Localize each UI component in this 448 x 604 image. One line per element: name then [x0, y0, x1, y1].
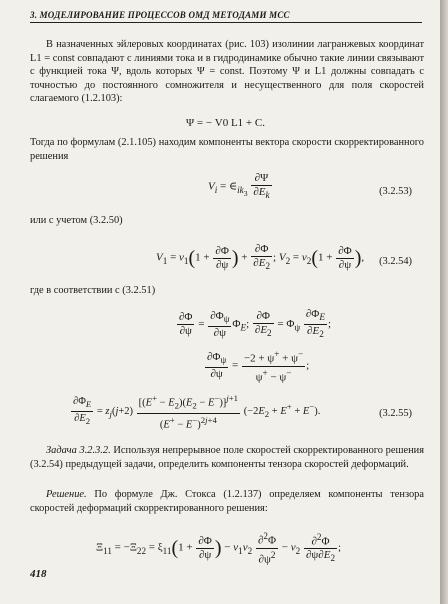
equation-label-3-2-55: (3.2.55)	[379, 408, 412, 419]
equation-3-2-54: $V_1 = v_1(1$ + $\frac{\partial\Phi}{\partial\psi}$ ) + $\frac{\partial\Phi}{\partial E_2}$ ; $V_2 = v_2(1$ + $\frac{\partial\Phi}{\partial\psi}$ ),	[156, 243, 365, 272]
solution-title: Решение.	[46, 489, 87, 500]
task-text: Используя непрерывное поле скоростей скорректированного решения (3.2.54) предыдущей задачи, определить компоненты тензора скоростей деформаций.	[30, 445, 425, 470]
task-paragraph	[30, 444, 424, 471]
paragraph-2: Тогда по формулам (2.1.105) находим компоненты вектора скорости скорректированного решения	[30, 137, 424, 162]
equation-label-3-2-53: (3.2.53)	[379, 186, 412, 197]
paragraph-4: где в соответствии с (3.2.51)	[30, 285, 156, 296]
equation-label-3-2-54: (3.2.54)	[379, 256, 412, 267]
running-head: 3. МОДЕЛИРОВАНИЕ ПРОЦЕССОВ ОМД МЕТОДАМИ МСС	[30, 10, 422, 23]
book-gutter	[440, 0, 448, 604]
equation-strain-rate: $\Xi_{11} = -\Xi_{22} = \xi_{11}(1$ + $\frac{\partial\Phi}{\partial\psi}$ ) − $v_1v_2$ $\frac{\partial^2\Phi}{\partial\psi^2}$ − $v_2$ $\frac{\partial^2\Phi}{\partial\psi\partial E_2}$ ;	[96, 531, 342, 566]
paragraph-1: В назначенных эйлеровых координатах (рис. 103) изолинии лагранжевых координат L1 = const совпадают с линиями тока и в гидродинамике обычно такие линии связывают с функцией тока Ψ, вдоль которых Ψ = const. Поэтому Ψ и L1 должны совпадать с точностью до постоянного сомножителя и несущественного для поля скоростей слагаемого (1.2.103):	[30, 39, 424, 105]
equation-3-2-55-line-1: $\frac{\partial\Phi}{\partial\psi}$ = $\frac{\partial\Phi_\psi}{\partial\psi}$ $\Phi_E$; $\frac{\partial\Phi}{\partial E_2}$ = $\Phi_\psi$ $\frac{\partial\Phi_E}{\partial E_2}$ ;	[179, 308, 331, 340]
equation-3-2-53: $V_i$ = $\in_{ik_3}$ $\frac{\partial\Psi}{\partial E_k}$	[208, 172, 270, 201]
paragraph-3: или с учетом (3.2.50)	[30, 215, 123, 226]
task-title: Задача 3.2.3.2.	[46, 445, 111, 456]
solution-paragraph	[30, 488, 424, 515]
page-number: 418	[30, 568, 47, 580]
equation-3-2-55-line-2: $\frac{\partial\Phi_\psi}{\partial\psi}$ = $\frac{-2 + \psi^+ + \psi^-}{\psi^+ - \psi^-}$ ;	[207, 349, 310, 384]
equation-psi: Ψ = − V0 L1 + C.	[186, 117, 265, 129]
equation-3-2-55-line-3: $\frac{\partial\Phi_E}{\partial E_2}$ = $z_j(j+2)$ $\frac{[(E^+ - E_2)(E_2 - E^-)]^{j+1}}{(E^+ - E^-)^{2j+4}}$ $(-2E_2 + E^+ + E^-)$.	[73, 393, 321, 431]
solution-text: По формуле Дж. Стокса (1.2.137) определяем компоненты тензора скоростей деформаций скорректированного решения:	[30, 489, 424, 514]
